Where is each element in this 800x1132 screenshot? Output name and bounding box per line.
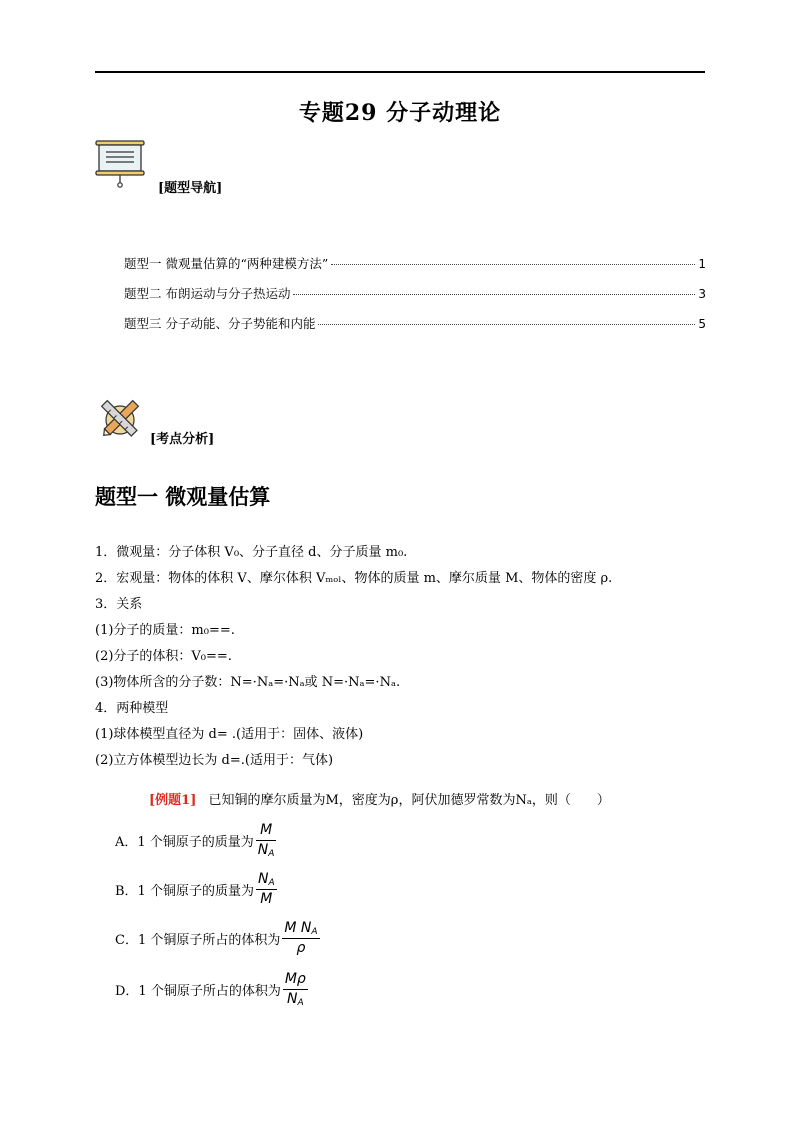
denominator-subscript: A — [268, 849, 275, 859]
nav-label: [题型导航] — [158, 181, 223, 196]
option-label: B．1 个铜原子的质量为 — [115, 884, 254, 899]
header-rule — [95, 71, 705, 73]
option-label: C．1 个铜原子所占的体积为 — [115, 933, 281, 948]
toc-item-page: 5 — [698, 317, 706, 331]
denominator-subscript: A — [297, 998, 304, 1008]
line-2-prefix: 2． — [95, 571, 117, 586]
denominator: ρ — [296, 940, 306, 956]
text-line-6: (3)物体所含的分子数：N=·Nₐ=·Nₐ或 N=·Nₐ=·Nₐ. — [95, 675, 401, 690]
section-heading: 题型一 微观量估算 — [95, 484, 271, 509]
denominator: N — [257, 842, 269, 858]
pencil-ruler-icon — [97, 396, 143, 442]
text-line-4: (1)分子的质量：m₀==. — [95, 623, 235, 638]
line-1-prefix: 1． — [95, 545, 117, 560]
analysis-label: [考点分析] — [150, 432, 215, 447]
example-stem: 已知铜的摩尔质量为M，密度为ρ，阿伏加德罗常数为Nₐ，则（ ） — [208, 793, 610, 808]
numerator: N — [257, 871, 269, 887]
line-2-term: 宏观量 — [116, 571, 156, 586]
text-line-8: (1)球体模型直径为 d= .(适用于：固体、液体) — [95, 727, 364, 742]
option-b[interactable] — [115, 871, 277, 908]
toc-item-page: 3 — [698, 287, 706, 301]
option-c[interactable] — [115, 920, 320, 957]
option-a[interactable] — [115, 822, 276, 859]
toc-item[interactable] — [124, 314, 706, 334]
option-label: A．1 个铜原子的质量为 — [115, 835, 254, 850]
presentation-board-icon — [94, 139, 146, 191]
line-1-term: 微观量 — [116, 545, 156, 560]
denominator: M — [260, 891, 273, 907]
toc-item-page: 1 — [698, 257, 706, 271]
numerator: M — [260, 822, 273, 838]
numerator: Mρ — [284, 971, 306, 987]
fraction — [283, 971, 308, 1008]
numerator: M N — [284, 920, 312, 936]
numerator-subscript: A — [311, 927, 318, 937]
line-2-rest: ：物体的体积 V、摩尔体积 Vₘₒₗ、物体的质量 m、摩尔质量 M、物体的密度 ρ. — [155, 571, 613, 586]
numerator-subscript: A — [268, 878, 275, 888]
text-line-2 — [95, 570, 612, 588]
example-question — [149, 789, 610, 808]
toc-leader-dots — [293, 294, 695, 295]
toc-item-text: 题型三 分子动能、分子势能和内能 — [124, 316, 316, 331]
toc-item-text: 题型二 布朗运动与分子热运动 — [124, 286, 291, 301]
example-tag: [例题1] — [149, 793, 197, 808]
toc-item-text: 题型一 微观量估算的“两种建模方法” — [124, 256, 329, 271]
text-line-1 — [95, 544, 407, 562]
page-title: 专题29 分子动理论 — [298, 100, 502, 126]
text-line-3: 3．关系 — [95, 597, 143, 612]
option-d[interactable] — [115, 971, 308, 1008]
toc-item[interactable] — [124, 284, 706, 304]
option-label: D．1 个铜原子所占的体积为 — [115, 984, 281, 999]
text-line-7: 4．两种模型 — [95, 701, 169, 716]
fraction — [256, 871, 277, 908]
fraction — [256, 822, 277, 859]
toc-item[interactable] — [124, 254, 706, 274]
toc-leader-dots — [331, 264, 695, 265]
line-1-rest: ：分子体积 V₀、分子直径 d、分子质量 m₀. — [155, 545, 408, 560]
denominator: N — [286, 991, 298, 1007]
toc-leader-dots — [318, 324, 695, 325]
text-line-5: (2)分子的体积：V₀==. — [95, 649, 232, 664]
text-line-9: (2)立方体模型边长为 d=.(适用于：气体) — [95, 753, 334, 768]
fraction — [282, 920, 319, 957]
